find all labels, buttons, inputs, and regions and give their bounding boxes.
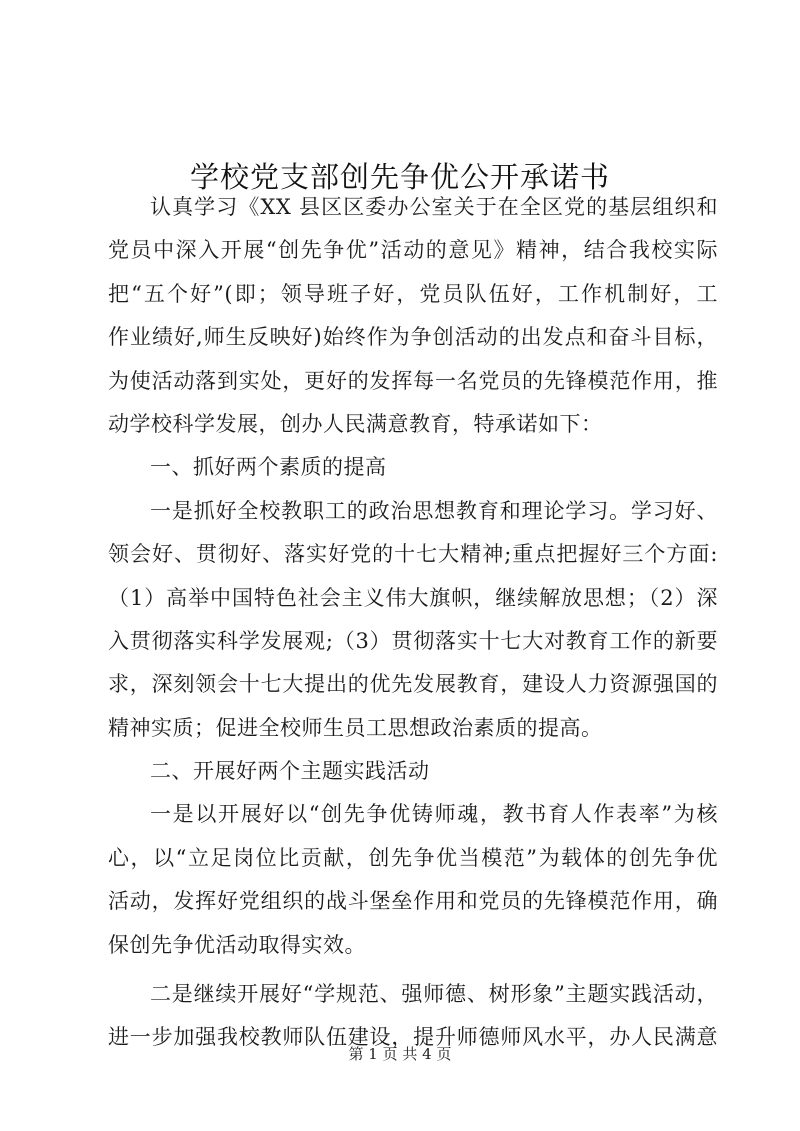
paragraph-line: 二是继续开展好“学规范、强师德、树形象”主题实践活动， <box>150 982 718 1007</box>
document-title: 学校党支部创先争优公开承诺书 <box>189 160 610 195</box>
paragraph-line: 党员中深入开展“创先争优”活动的意见》精神，结合我校实际 <box>108 238 718 263</box>
paragraph-line: 精神实质；促进全校师生员工思想政治素质的提高。 <box>108 715 603 740</box>
paragraph-line: 求，深刻领会十七大提出的优先发展教育，建设人力资源强国的 <box>108 672 718 697</box>
paragraph-line: 认真学习《XX 县区区委办公室关于在全区党的基层组织和 <box>150 195 718 219</box>
paragraph-line: 活动，发挥好党组织的战斗堡垒作用和党员的先锋模范作用，确 <box>108 889 718 914</box>
section-heading: 二、开展好两个主题实践活动 <box>150 759 430 784</box>
page-number-footer: 第 1 页 共 4 页 <box>348 1045 452 1063</box>
paragraph-line: 入贯彻落实科学发展观;（3）贯彻落实十七大对教育工作的新要 <box>108 628 718 653</box>
paragraph-line: 心，以“立足岗位比贡献，创先争优当模范”为载体的创先争优 <box>108 845 718 870</box>
paragraph-line: （1）高举中国特色社会主义伟大旗帜，继续解放思想；（2）深 <box>108 585 718 610</box>
paragraph-line: 作业绩好,师生反映好)始终作为争创活动的出发点和奋斗目标， <box>108 325 718 350</box>
section-heading: 一、抓好两个素质的提高 <box>150 455 387 480</box>
paragraph-line: 保创先争优活动取得实效。 <box>108 932 366 957</box>
document-body <box>108 186 718 1060</box>
paragraph-line: 把“五个好”(即；领导班子好，党员队伍好，工作机制好，工 <box>108 281 718 306</box>
paragraph-line: 一是以开展好以“创先争优铸师魂，教书育人作表率”为核 <box>150 802 718 827</box>
paragraph-line: 动学校科学发展，创办人民满意教育，特承诺如下： <box>108 411 603 436</box>
paragraph-line: 进一步加强我校教师队伍建设，提升师德师风水平，办人民满意 <box>108 1025 718 1050</box>
paragraph-line: 领会好、贯彻好、落实好党的十七大精神;重点把握好三个方面: <box>108 542 718 567</box>
paragraph-line: 一是抓好全校教职工的政治思想教育和理论学习。学习好、 <box>150 498 718 523</box>
paragraph-line: 为使活动落到实处，更好的发挥每一名党员的先锋模范作用，推 <box>108 368 718 393</box>
